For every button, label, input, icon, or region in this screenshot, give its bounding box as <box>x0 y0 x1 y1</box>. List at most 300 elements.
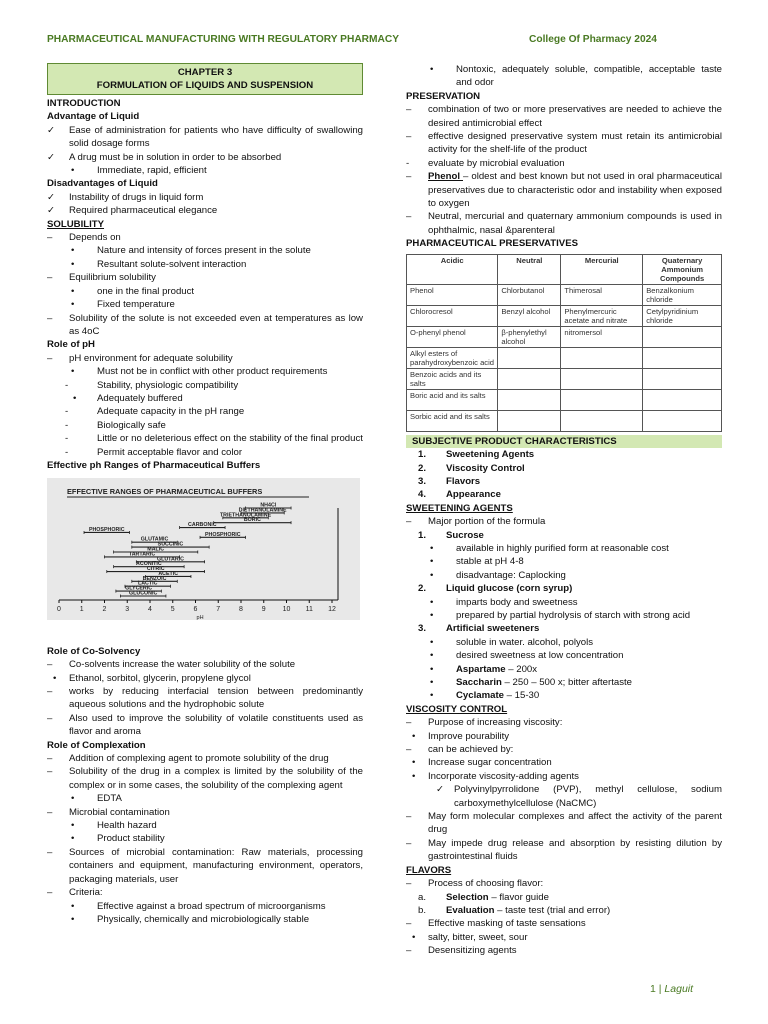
list-text: Addition of complexing agent to promote solubility of the drug <box>69 753 329 765</box>
bullet-icon: • <box>71 900 75 912</box>
bullet-icon: • <box>71 793 75 805</box>
numbered-item <box>406 529 722 542</box>
list-text: Product stability <box>97 833 165 845</box>
bullet-icon: • <box>71 833 75 845</box>
buffer-label: CITRIC <box>146 566 165 573</box>
list-text: Immediate, rapid, efficient <box>97 165 207 177</box>
dash-item <box>406 130 722 157</box>
dash-marker: – <box>47 712 53 724</box>
bullet-icon: • <box>430 663 434 675</box>
dash-marker: – <box>406 516 412 528</box>
list-text: Criteria: <box>69 887 103 899</box>
bullet-icon: • <box>430 690 434 702</box>
dash-item <box>47 886 363 899</box>
left-column <box>47 63 363 926</box>
bullet-icon: • <box>71 245 75 257</box>
dash-marker: – <box>47 887 53 899</box>
list-text: available in highly purified form at reasonable cost <box>456 542 669 554</box>
table-header: Neutral <box>498 254 561 284</box>
bullet-icon: • <box>430 569 434 581</box>
dash-item <box>406 837 722 864</box>
table-cell: Chlorocresol <box>407 305 498 326</box>
bullet-icon: • <box>412 931 416 943</box>
list-text: Health hazard <box>97 820 157 832</box>
list-number: 1. <box>418 529 427 541</box>
table-cell <box>561 347 643 368</box>
dash-marker: – <box>47 766 53 778</box>
bullet-icon: • <box>430 636 434 648</box>
section-heading: Effective ph Ranges of Pharmaceutical Buffers <box>47 459 261 471</box>
table-row <box>407 284 722 305</box>
check-icon: ✓ <box>47 124 56 136</box>
check-icon: ✓ <box>47 191 56 203</box>
list-text: Ease of administration for patients who have difficulty of swallowing solid dosage forms <box>69 124 363 150</box>
table-row <box>407 326 722 347</box>
header-college: College Of Pharmacy 2024 <box>529 34 657 45</box>
bullet-icon: • <box>71 299 75 311</box>
dash-marker: – <box>406 211 412 223</box>
dash-item <box>47 765 363 792</box>
table-cell <box>643 410 722 431</box>
bullet-item <box>47 832 363 845</box>
list-text: Stability, physiologic compatibility <box>97 379 239 391</box>
bullet-icon: • <box>430 596 434 608</box>
buffer-label: DIETHANOLAMINE <box>238 507 287 514</box>
list-text: works by reducing interfacial tension between predominantly aqueous solutions and the hydrophobic solute <box>69 686 363 711</box>
list-text: disadvantage: Caplocking <box>456 569 566 581</box>
table-cell <box>561 389 643 410</box>
page-header <box>47 33 657 49</box>
table-cell: Phenol <box>407 284 498 305</box>
list-text: Depends on <box>69 232 121 244</box>
table-cell <box>498 410 561 431</box>
list-text: Purpose of increasing viscosity: <box>428 717 563 729</box>
bullet-item <box>47 672 363 685</box>
table-cell: Benzalkonium chloride <box>643 284 722 305</box>
list-text: Sweetening Agents <box>446 449 535 461</box>
dash-marker: – <box>406 717 412 729</box>
buffer-label: BENZOIC <box>142 576 167 583</box>
table-header: Mercurial <box>561 254 643 284</box>
x-tick-label: 2 <box>102 606 107 614</box>
bullet-item <box>47 164 363 177</box>
table-cell <box>643 326 722 347</box>
list-text: Viscosity Control <box>446 462 525 474</box>
dash-item <box>47 712 363 739</box>
lettered-item <box>406 891 722 904</box>
dash-item <box>406 944 722 957</box>
table-cell <box>561 368 643 389</box>
check-item <box>47 151 363 164</box>
bullet-item <box>47 244 363 257</box>
bullet-item <box>406 555 722 568</box>
table-cell: Cetylpyridinium chloride <box>643 305 722 326</box>
check-item <box>47 204 363 217</box>
dash-marker: – <box>47 806 53 818</box>
buffer-label: PHOSPHORIC <box>204 532 241 539</box>
buffer-ranges-chart <box>47 478 360 620</box>
term-label: Phenol <box>428 171 463 183</box>
table-cell <box>561 410 643 431</box>
dash-marker: – <box>47 352 53 364</box>
dash-item <box>47 446 363 459</box>
dash-marker: – <box>406 945 412 957</box>
dash-marker: – <box>406 918 412 930</box>
dash-item <box>47 271 363 284</box>
bullet-item <box>47 913 363 926</box>
table-cell <box>498 347 561 368</box>
list-text: Nature and intensity of forces present in the solute <box>97 245 311 257</box>
bullet-item <box>406 663 722 676</box>
list-text: Desensitizing agents <box>428 945 517 957</box>
chapter-box <box>47 63 363 95</box>
dash-item <box>47 312 363 339</box>
bullet-icon: • <box>71 285 75 297</box>
table-cell <box>643 347 722 368</box>
numbered-item <box>406 462 722 475</box>
dash-marker: – <box>47 312 53 324</box>
section-heading: Role of Co-Solvency <box>47 645 141 657</box>
dash-marker: – <box>406 811 412 823</box>
dash-item <box>406 515 722 528</box>
bullet-icon: • <box>73 392 77 404</box>
bullet-item <box>406 63 722 90</box>
table-cell: Benzyl alcohol <box>498 305 561 326</box>
term-label: Cyclamate <box>456 690 504 702</box>
table-cell: Chlorbutanol <box>498 284 561 305</box>
bullet-icon: • <box>71 913 75 925</box>
buffer-label: MALIC <box>147 546 165 553</box>
table-header: Quaternary Ammonium Compounds <box>643 254 722 284</box>
list-text: Major portion of the formula <box>428 516 546 528</box>
list-text: Must not be in conflict with other product requirements <box>97 366 328 378</box>
buffer-label: NH4Cl <box>260 502 277 509</box>
dash-item <box>406 743 722 756</box>
list-text: Neutral, mercurial and quaternary ammonium compounds is used in ophthalmic, nasal &parenteral <box>428 211 722 236</box>
list-text: Required pharmaceutical elegance <box>69 205 218 217</box>
buffer-label: ACONITIC <box>136 561 162 568</box>
page-footer <box>650 983 693 996</box>
section-heading: Disadvantages of Liquid <box>47 178 158 190</box>
chart-title: EFFECTIVE RANGES OF PHARMACEUTICAL BUFFERS <box>67 487 263 497</box>
term-label: Aspartame <box>456 663 506 675</box>
dash-item <box>406 103 722 130</box>
table-row <box>407 347 722 368</box>
list-number: 3. <box>418 623 427 635</box>
list-text: effective designed preservative system must retain its antimicrobial activity for the shelf-life of the product <box>428 131 722 156</box>
table-cell <box>643 368 722 389</box>
list-text: desired sweetness at low concentration <box>456 650 624 662</box>
dash-marker: – <box>406 131 412 143</box>
numbered-item <box>406 488 722 501</box>
dash-item <box>406 157 722 170</box>
x-tick-label: 3 <box>125 606 130 614</box>
section-heading: Role of pH <box>47 339 95 351</box>
list-text: Equilibrium solubility <box>69 272 156 284</box>
section-heading: SOLUBILITY <box>47 218 105 230</box>
dash-marker: – <box>47 659 53 671</box>
list-text: Flavors <box>446 475 481 487</box>
bullet-item <box>406 730 722 743</box>
bullet-item <box>406 676 722 689</box>
check-icon: ✓ <box>436 784 445 796</box>
list-text: evaluate by microbial evaluation <box>428 157 565 169</box>
section-heading: FLAVORS <box>406 864 452 876</box>
bullet-icon: • <box>430 650 434 662</box>
dash-item <box>47 352 363 365</box>
footer-separator: | <box>658 983 662 995</box>
table-cell <box>498 368 561 389</box>
table-cell <box>643 389 722 410</box>
list-text: stable at pH 4-8 <box>456 556 524 568</box>
bullet-icon: • <box>71 165 75 177</box>
list-text: May impede drug release and absorption by resisting dilution by gastrointestinal fluids <box>428 837 722 863</box>
bullet-icon: • <box>430 677 434 688</box>
bullet-item <box>406 689 722 702</box>
list-text: Fixed temperature <box>97 299 175 311</box>
list-text: – taste test (trial and error) <box>494 904 611 916</box>
dash-marker: - <box>65 433 69 445</box>
dash-item <box>47 419 363 432</box>
dash-item <box>47 379 363 392</box>
bullet-item <box>47 792 363 805</box>
list-text: Solubility of the drug in a complex is limited by the solubility of the complex or in some cases, the solubility of the complexing agent <box>69 766 363 791</box>
table-cell: Boric acid and its salts <box>407 389 498 410</box>
bullet-item <box>406 649 722 662</box>
footer-author: Laguit <box>664 983 694 995</box>
table-row <box>407 305 722 326</box>
list-text: – oldest and best known but not used in oral pharmaceutical preservatives due to characteristic odor and instability when exposed to oxygen <box>428 171 722 210</box>
list-number: 4. <box>418 489 427 501</box>
table-cell: nitromersol <box>561 326 643 347</box>
bullet-item <box>406 609 722 622</box>
bullet-icon: • <box>430 556 434 568</box>
dash-marker: - <box>65 446 69 458</box>
section-heading: Role of Complexation <box>47 739 146 751</box>
check-item <box>47 191 363 204</box>
section-heading: VISCOSITY CONTROL <box>406 703 508 715</box>
bullet-icon: • <box>71 366 75 378</box>
dash-item <box>406 210 722 237</box>
list-text: soluble in water. alcohol, polyols <box>456 636 594 648</box>
buffer-label: CARBONIC <box>188 522 217 529</box>
x-axis-label: pH <box>196 615 204 621</box>
x-tick-label: 9 <box>261 606 266 614</box>
section-heading: Advantage of Liquid <box>47 111 140 123</box>
list-text: pH environment for adequate solubility <box>69 352 233 364</box>
dash-item <box>47 846 363 886</box>
table-cell: Sorbic acid and its salts <box>407 410 498 431</box>
dash-marker: - <box>65 419 69 431</box>
section-heading: PHARMACEUTICAL PRESERVATIVES <box>406 238 578 250</box>
list-text: Adequately buffered <box>97 392 183 404</box>
bullet-icon: • <box>71 820 75 832</box>
list-text: combination of two or more preservatives are needed to achieve the desired antimicrobial effect <box>428 104 722 129</box>
list-text: Also used to improve the solubility of volatile constituents used as flavor and aroma <box>69 712 363 738</box>
list-text: Physically, chemically and microbiologically stable <box>97 913 310 925</box>
table-row <box>407 368 722 389</box>
table-cell: Thimerosal <box>561 284 643 305</box>
list-text: Nontoxic, adequately soluble, compatible, acceptable taste and odor <box>456 64 722 89</box>
bullet-item <box>47 900 363 913</box>
list-text: Co-solvents increase the water solubility of the solute <box>69 659 296 671</box>
dash-marker: – <box>47 232 53 244</box>
list-text: – flavor guide <box>488 891 549 903</box>
list-text: Biologically safe <box>97 419 166 431</box>
bullet-item <box>406 596 722 609</box>
bullet-item <box>406 931 722 944</box>
check-icon: ✓ <box>47 205 56 217</box>
bullet-item <box>406 569 722 582</box>
check-item <box>406 783 722 810</box>
bullet-icon: • <box>412 770 416 782</box>
term-label: Evaluation <box>446 904 495 916</box>
bullet-item <box>406 636 722 649</box>
list-text: Sources of microbial contamination: Raw materials, processing containers and equipment, manufacturing environment, operators, packaging materials, user <box>69 846 363 885</box>
bullet-icon: • <box>53 672 57 684</box>
dash-item <box>47 752 363 765</box>
list-text: salty, bitter, sweet, sour <box>428 931 528 943</box>
dash-marker: – <box>47 272 53 284</box>
x-tick-label: 11 <box>305 606 313 614</box>
list-text: Liquid glucose (corn syrup) <box>446 583 573 595</box>
buffer-label: TARTARIC <box>128 551 156 558</box>
list-text: Microbial contamination <box>69 806 170 818</box>
table-header: Acidic <box>407 254 498 284</box>
list-number: 2. <box>418 583 427 595</box>
buffer-label: LACTIC <box>138 581 158 588</box>
buffer-label: PHOSPHORIC <box>88 527 125 534</box>
bullet-item <box>406 542 722 555</box>
buffer-label: GLUTAMIC <box>140 537 169 544</box>
bullet-item <box>47 298 363 311</box>
dash-marker: – <box>406 104 412 116</box>
chapter-number: CHAPTER 3 <box>177 67 233 78</box>
list-text: EDTA <box>97 793 122 805</box>
lettered-item <box>406 904 722 917</box>
table-cell: β-phenylethyl alcohol <box>498 326 561 347</box>
bullet-item <box>47 365 363 378</box>
x-tick-label: 5 <box>170 606 175 614</box>
page-number: 1 <box>650 983 656 995</box>
bullet-icon: • <box>430 64 434 75</box>
x-tick-label: 7 <box>216 606 221 614</box>
section-heading: INTRODUCTION <box>47 98 121 109</box>
list-text: imparts body and sweetness <box>456 596 578 608</box>
list-text: Incorporate viscosity-adding agents <box>428 770 579 782</box>
x-tick-label: 1 <box>79 606 84 614</box>
dash-item <box>47 806 363 819</box>
table-header-row <box>407 254 722 284</box>
dash-marker: – <box>406 837 412 849</box>
list-text: Effective against a broad spectrum of microorganisms <box>97 900 326 912</box>
table-cell: Benzoic acids and its salts <box>407 368 498 389</box>
dash-item <box>406 170 722 210</box>
bullet-icon: • <box>430 609 434 621</box>
list-text: can be achieved by: <box>428 744 514 756</box>
dash-item <box>47 231 363 244</box>
dash-marker: – <box>47 686 53 697</box>
bullet-item <box>47 285 363 298</box>
buffer-label: BORIC <box>243 517 261 524</box>
list-text: Ethanol, sorbitol, glycerin, propylene glycol <box>69 672 251 684</box>
dash-marker: - <box>65 379 69 391</box>
table-cell: Alkyl esters of parahydroxybenzoic acid <box>407 347 498 368</box>
list-text: May form molecular complexes and affect the activity of the parent drug <box>428 811 722 836</box>
preservatives-table <box>406 254 722 432</box>
list-text: Improve pourability <box>428 730 510 742</box>
list-text: Permit acceptable flavor and color <box>97 446 243 458</box>
buffer-label: TRIETHANOLAMINE <box>219 512 272 519</box>
table-cell: O-phenyl phenol <box>407 326 498 347</box>
list-letter: a. <box>418 891 427 903</box>
dash-item <box>47 432 363 445</box>
list-text: Artificial sweeteners <box>446 623 540 635</box>
list-text: A drug must be in solution in order to be absorbed <box>69 151 282 163</box>
buffer-label: GLYCERIC <box>125 585 153 592</box>
dash-marker: - <box>65 406 69 418</box>
table-row <box>407 410 722 431</box>
list-text: – 200x <box>505 663 538 675</box>
list-text: Solubility of the solute is not exceeded even at temperatures as low as 4oC <box>69 312 363 337</box>
term-label: Saccharin <box>456 677 502 688</box>
bullet-item <box>47 819 363 832</box>
list-text: Instability of drugs in liquid form <box>69 191 204 203</box>
dash-marker: – <box>406 744 412 756</box>
dash-item <box>406 716 722 729</box>
list-number: 2. <box>418 462 427 474</box>
dash-item <box>406 917 722 930</box>
dash-item <box>406 810 722 837</box>
list-number: 1. <box>418 449 427 461</box>
dash-marker: – <box>406 171 412 183</box>
numbered-item <box>406 582 722 595</box>
dash-marker: – <box>47 753 53 765</box>
numbered-item <box>406 475 722 488</box>
buffer-label: GLUTARIC <box>156 556 184 563</box>
chart-background <box>47 478 360 620</box>
term-label: Selection <box>446 891 489 903</box>
bullet-icon: • <box>430 542 434 554</box>
x-tick-label: 12 <box>328 606 336 614</box>
dash-item <box>47 405 363 418</box>
list-text: Polyvinylpyrrolidone (PVP), methyl cellulose, sodium carboxymethylcellulose (NaCMC) <box>454 784 722 809</box>
section-heading: SWEETENING AGENTS <box>406 502 513 514</box>
list-text: one in the final product <box>97 285 195 297</box>
right-column <box>406 63 722 958</box>
dash-item <box>406 877 722 890</box>
bullet-icon: • <box>412 730 416 742</box>
chapter-title: FORMULATION OF LIQUIDS AND SUSPENSION <box>96 80 314 91</box>
bullet-item <box>406 756 722 769</box>
table-row <box>407 389 722 410</box>
bullet-item <box>47 258 363 271</box>
bullet-icon: • <box>71 258 75 270</box>
dash-marker: - <box>406 157 410 169</box>
buffer-label: SUCCINIC <box>157 541 184 548</box>
list-text: Increase sugar concentration <box>428 757 552 769</box>
list-text: – 250 – 500 x; bitter aftertaste <box>501 677 633 688</box>
dash-item <box>47 685 363 712</box>
list-number: 3. <box>418 475 427 487</box>
buffer-label: ACETIC <box>158 571 179 578</box>
bullet-icon: • <box>412 757 416 769</box>
check-icon: ✓ <box>47 151 56 163</box>
check-item <box>47 124 363 151</box>
list-text: Little or no deleterious effect on the stability of the final product <box>97 433 363 445</box>
x-tick-label: 6 <box>193 606 198 614</box>
table-cell <box>498 389 561 410</box>
